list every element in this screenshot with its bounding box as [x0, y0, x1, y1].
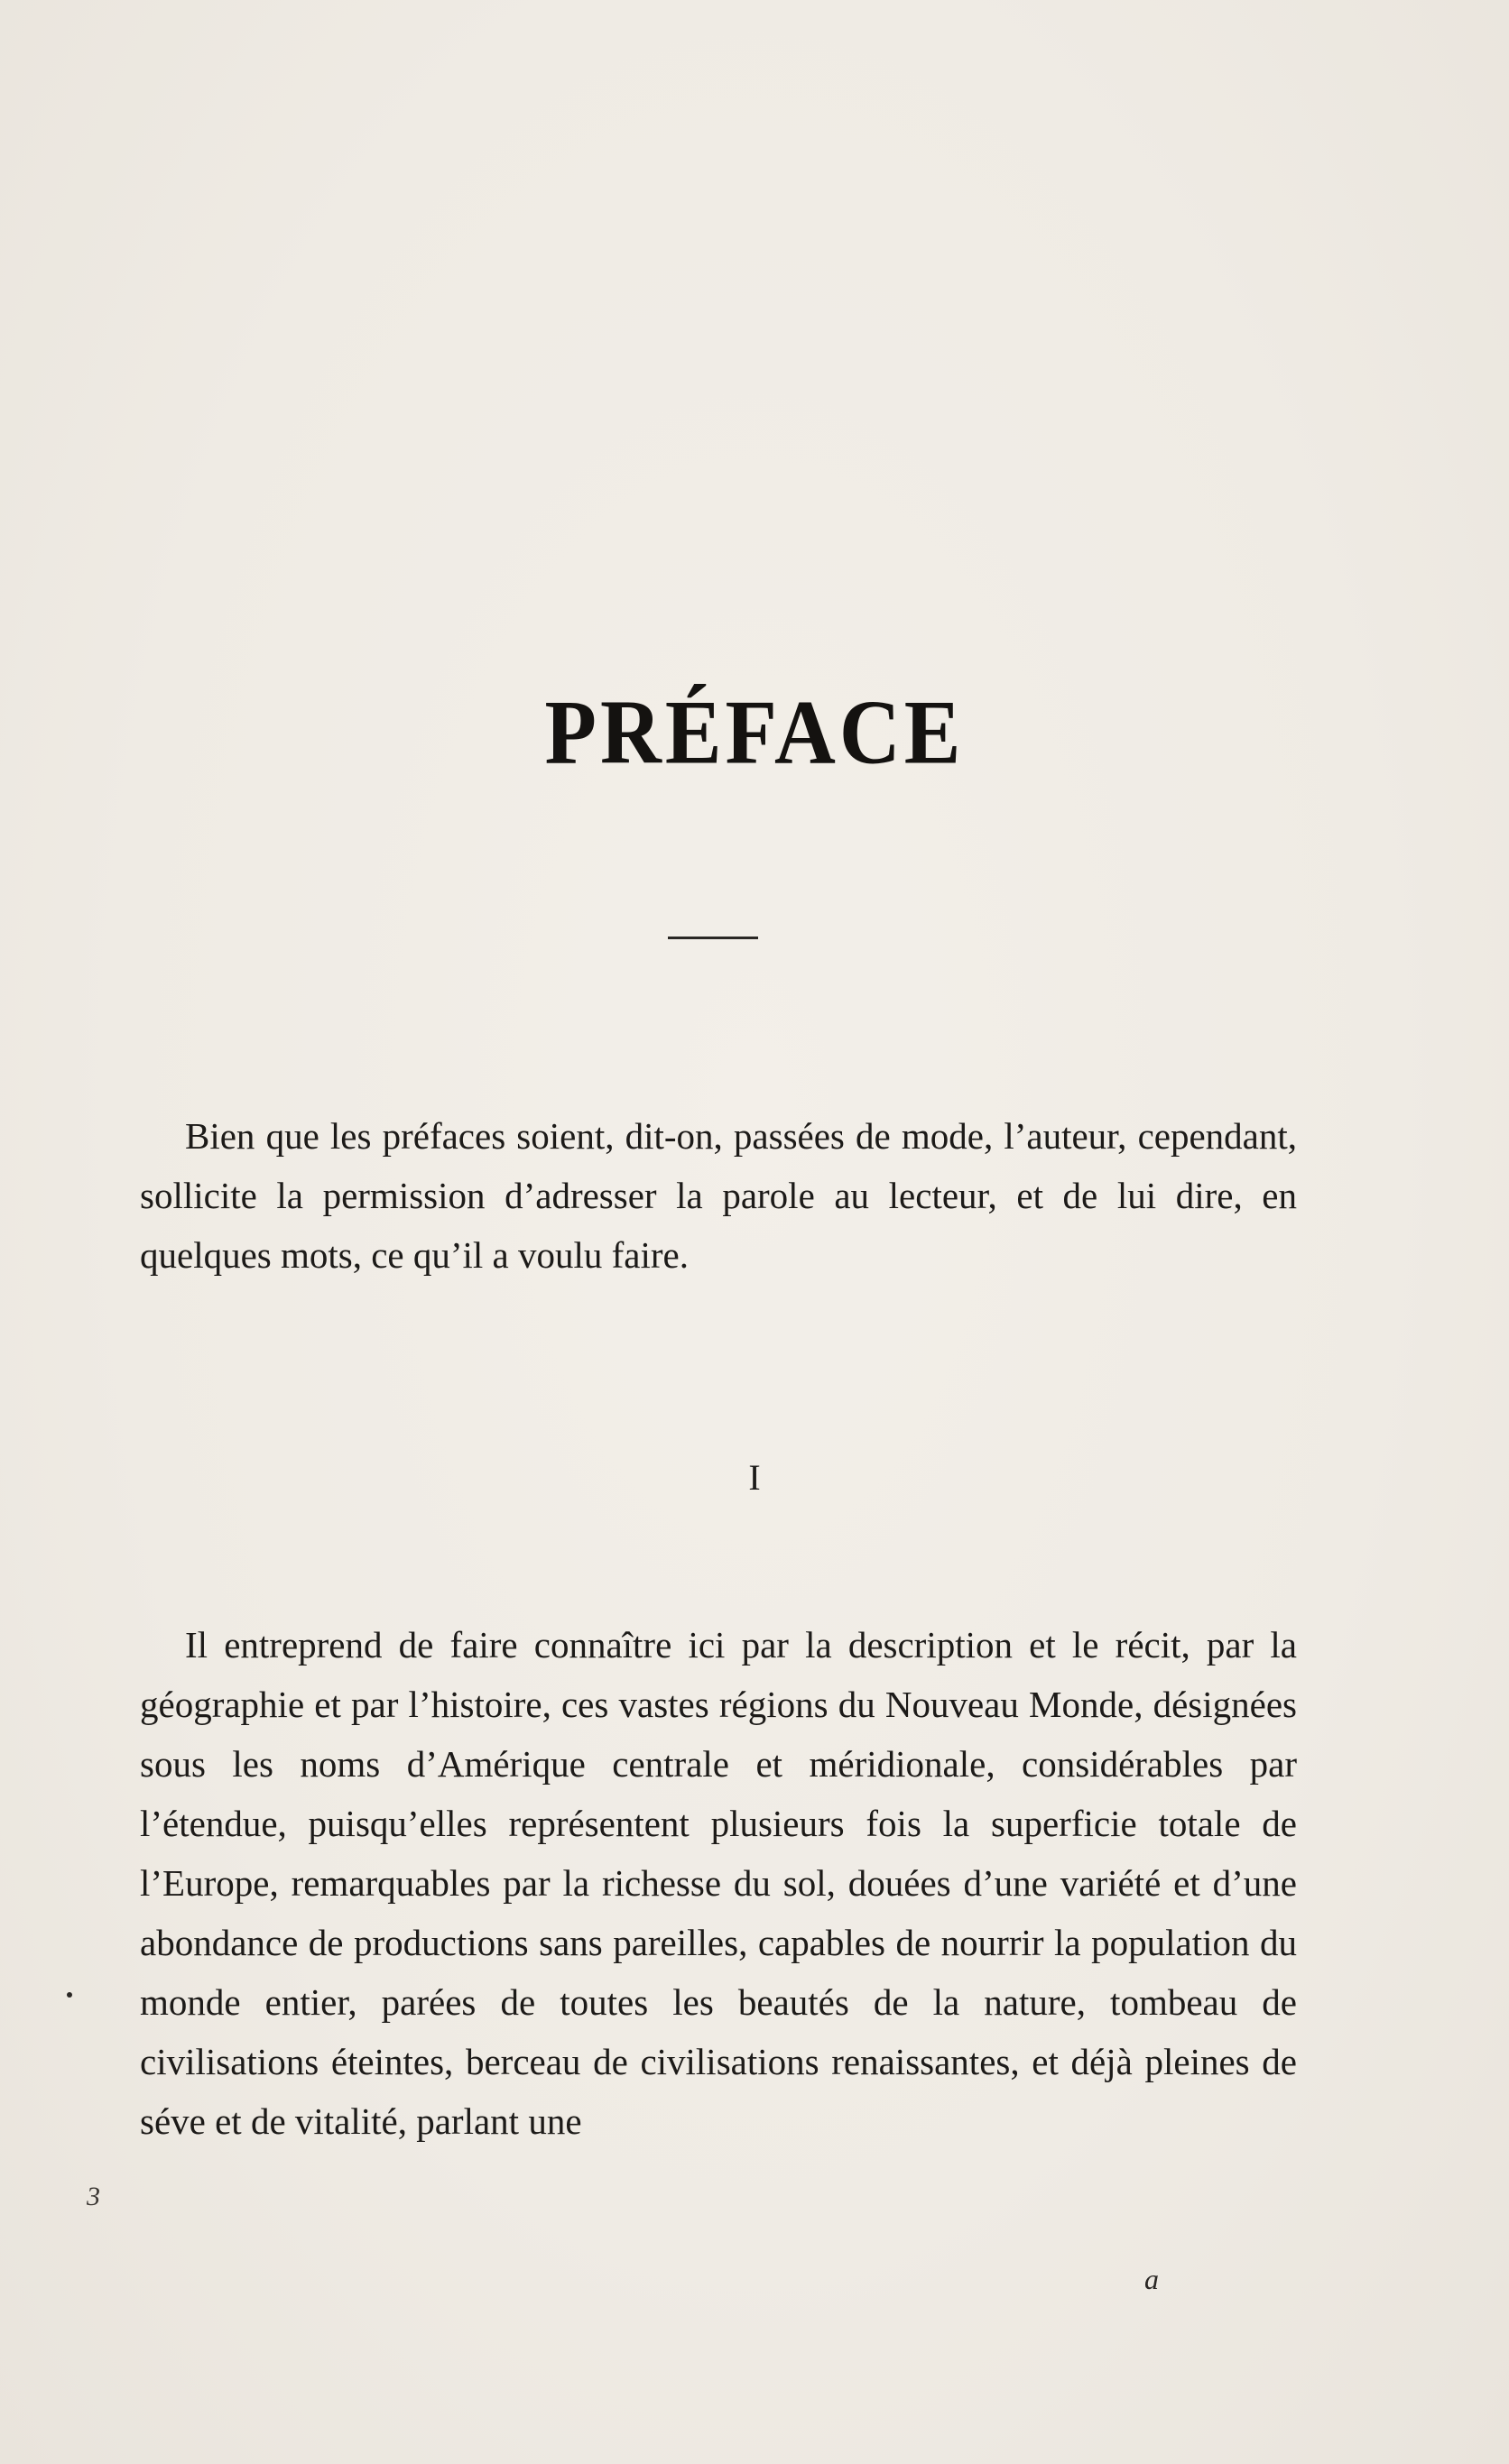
signature-mark: a	[1144, 2263, 1159, 2295]
title-divider	[668, 937, 758, 939]
margin-mark: 3	[87, 2182, 100, 2211]
section-one-paragraph-block	[140, 1615, 1297, 2151]
page-title: PRÉFACE	[544, 681, 965, 784]
intro-paragraph: Bien que les préfaces soient, dit-on, passées de mode, l’auteur, cependant, sollicite la permission d’adresser la parole au lecteur, et de lui dire, en quelques mots, ce qu’il a voulu faire.	[140, 1115, 1297, 1276]
section-one-paragraph: Il entreprend de faire connaître ici par la description et le récit, par la géographie et par l’histoire, ces vastes régions du Nouveau Monde, désignées sous les noms d’Amérique centrale et méridionale, considérables par l’étendue, puisqu’elles représentent plusieurs fois la superficie totale de l’Europe, remarquables par la richesse du sol, douées d’une variété et d’une abondance de productions sans pareilles, capables de nourrir la population du monde entier, parées de toutes les beautés de la nature, tombeau de civilisations éteintes, berceau de civilisations renaissantes, et déjà pleines de séve et de vitalité, parlant une	[140, 1624, 1297, 2142]
ink-speck	[67, 1992, 72, 1998]
intro-paragraph-block	[140, 1106, 1297, 1285]
section-number: I	[748, 1457, 761, 1498]
